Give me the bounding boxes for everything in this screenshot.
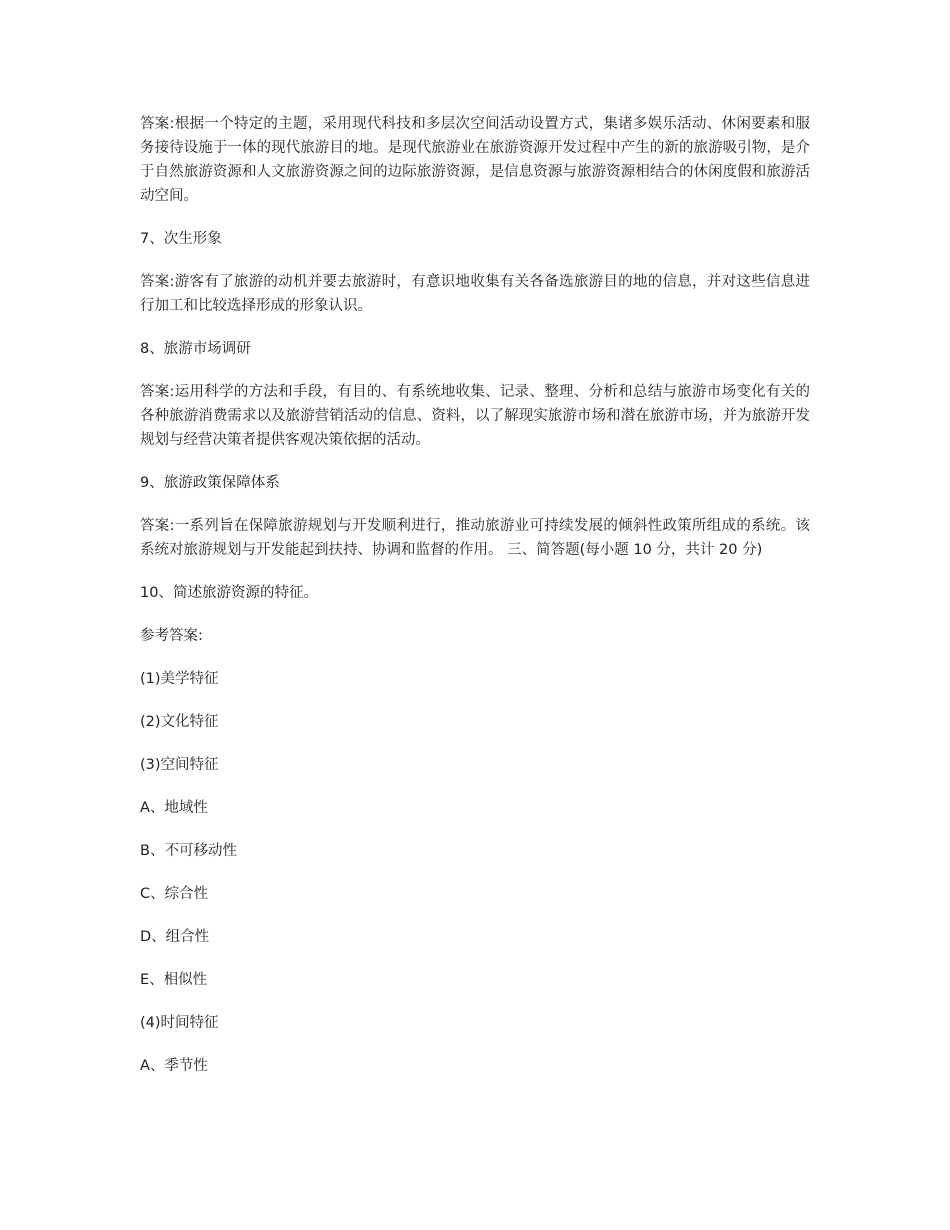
answer-paragraph-8: 答案:运用科学的方法和手段，有目的、有系统地收集、记录、整理、分析和总结与旅游市场变化有关的各种旅游消费需求以及旅游营销活动的信息、资料，以了解现实旅游市场和潜在旅游市场，并为旅游开发规划与经营决策者提供客观决策依据的活动。 bbox=[140, 384, 810, 448]
list-item: C、综合性 bbox=[140, 886, 209, 902]
answer-paragraph-9: 答案:一系列旨在保障旅游规划与开发顺利进行，推动旅游业可持续发展的倾斜性政策所组成的系统。该系统对旅游规划与开发能起到扶持、协调和监督的作用。 三、简答题(每小题 10 分，共计 20 分) bbox=[140, 518, 810, 558]
list-item: B、不可移动性 bbox=[140, 843, 237, 859]
list-item: D、组合性 bbox=[140, 929, 210, 945]
list-item: (1)美学特征 bbox=[140, 671, 219, 687]
list-item: E、相似性 bbox=[140, 972, 208, 988]
question-9-title: 9、旅游政策保障体系 bbox=[140, 475, 280, 491]
answer-paragraph-7: 答案:游客有了旅游的动机并要去旅游时，有意识地收集有关各备选旅游目的地的信息，并对这些信息进行加工和比较选择形成的形象认识。 bbox=[140, 274, 810, 314]
reference-answer-label: 参考答案: bbox=[140, 628, 203, 644]
list-item: A、季节性 bbox=[140, 1058, 208, 1074]
list-item: (2)文化特征 bbox=[140, 714, 219, 730]
question-10-title: 10、简述旅游资源的特征。 bbox=[140, 585, 318, 601]
list-item: (4)时间特征 bbox=[140, 1015, 219, 1031]
document-body bbox=[140, 112, 810, 1097]
list-item: (3)空间特征 bbox=[140, 757, 219, 773]
question-8-title: 8、旅游市场调研 bbox=[140, 341, 251, 357]
answer-paragraph-theme-park: 答案:根据一个特定的主题，采用现代科技和多层次空间活动设置方式，集诸多娱乐活动、休闲要素和服务接待设施于一体的现代旅游目的地。是现代旅游业在旅游资源开发过程中产生的新的旅游吸引物，是介于自然旅游资源和人文旅游资源之间的边际旅游资源，是信息资源与旅游资源相结合的休闲度假和旅游活动空间。 bbox=[140, 116, 810, 204]
question-7-title: 7、次生形象 bbox=[140, 231, 222, 247]
list-item: A、地域性 bbox=[140, 800, 208, 816]
